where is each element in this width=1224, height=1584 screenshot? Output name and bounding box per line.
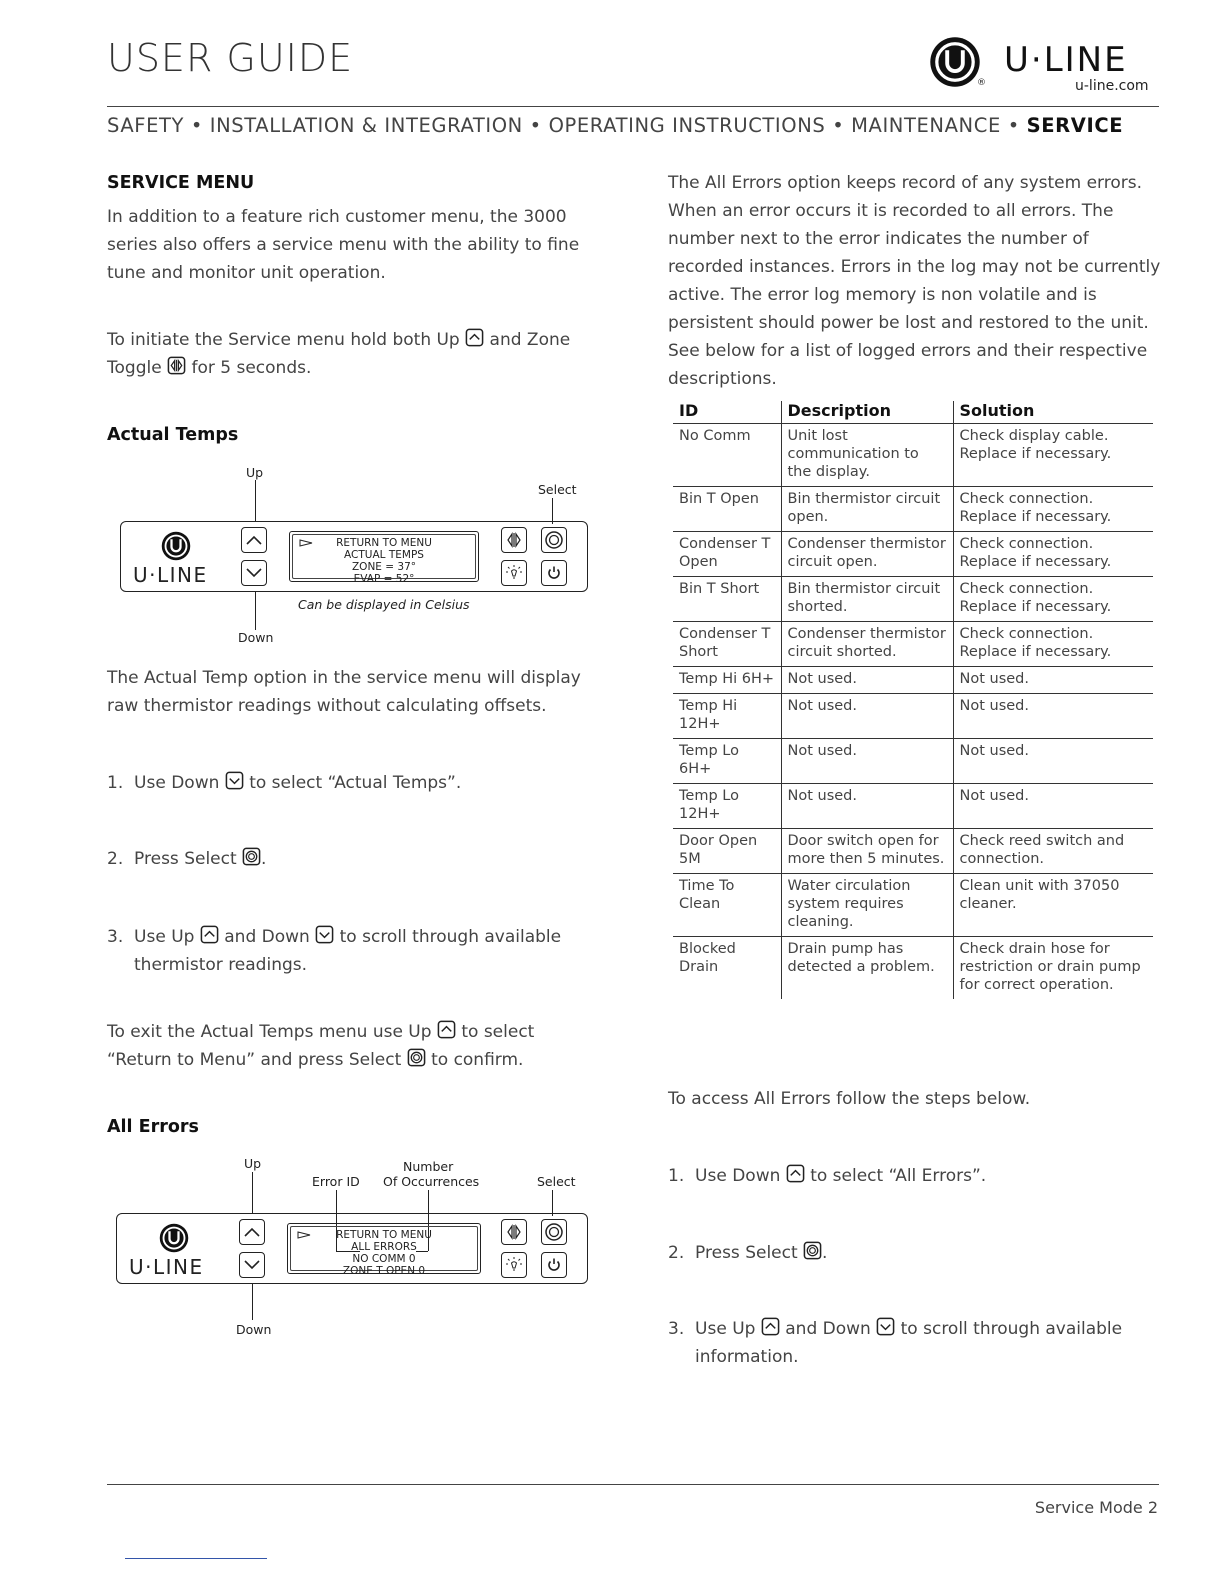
leader-line-up — [255, 480, 256, 522]
left-step-2: 2. Press Select . — [107, 849, 267, 869]
screen-line: EVAP = 52° — [353, 573, 415, 585]
down-button[interactable] — [241, 560, 267, 586]
error-id-cell: Temp Hi 12H+ — [673, 694, 781, 739]
power-button[interactable] — [541, 1252, 567, 1278]
down-button-icon — [786, 1164, 805, 1183]
screen-line: NO COMM 0 — [352, 1253, 416, 1265]
display-screen — [289, 531, 479, 585]
up-button-icon — [437, 1020, 456, 1039]
table-row — [673, 829, 1153, 874]
label-up: Up — [244, 1156, 262, 1171]
light-icon — [504, 563, 524, 583]
control-panel — [120, 521, 588, 592]
label-select: Select — [537, 1174, 576, 1189]
down-button[interactable] — [239, 1252, 265, 1278]
light-icon — [504, 1255, 524, 1275]
error-id-cell: Temp Hi 6H+ — [673, 667, 781, 694]
control-panel-actual-temps — [120, 462, 590, 647]
error-id-cell: Condenser T Short — [673, 622, 781, 667]
nav-operating[interactable]: OPERATING INSTRUCTIONS — [548, 114, 826, 137]
page-number: Service Mode 2 — [1034, 1498, 1158, 1517]
select-button[interactable] — [541, 527, 567, 553]
label-number: Number — [403, 1159, 454, 1174]
leader-line-down — [252, 1284, 253, 1320]
table-row — [673, 874, 1153, 937]
up-button[interactable] — [239, 1219, 265, 1245]
screen-line: ZONE T OPEN 0 — [342, 1265, 426, 1277]
power-icon — [544, 563, 564, 583]
nav-separator: • — [522, 114, 549, 137]
error-description-cell: Not used. — [781, 694, 953, 739]
registered-mark: ® — [977, 78, 986, 88]
right-step-2: 2. Press Select . — [668, 1243, 828, 1263]
actual-temps-heading: Actual Temps — [107, 425, 239, 445]
service-menu-intro: In addition to a feature rich customer menu, the 3000 series also offers a service menu with the ability to fine tune and monitor unit operation. — [107, 207, 580, 283]
down-button-icon — [225, 771, 244, 790]
right-step-1: 1. Use Down to select “All Errors”. — [668, 1166, 987, 1186]
table-row — [673, 667, 1153, 694]
panel-logo-icon — [161, 531, 191, 561]
celsius-caption: Can be displayed in Celsius — [298, 597, 470, 612]
left-step-1: 1. Use Down to select “Actual Temps”. — [107, 773, 462, 793]
table-row — [673, 532, 1153, 577]
down-button-icon — [315, 925, 334, 944]
error-description-cell: Condenser thermistor circuit open. — [781, 532, 953, 577]
leader-line-down — [255, 592, 256, 630]
select-icon — [543, 529, 565, 551]
label-error-id: Error ID — [312, 1174, 360, 1189]
section-breadcrumb — [107, 114, 1162, 137]
error-id-cell: Temp Lo 6H+ — [673, 739, 781, 784]
error-description-cell: Drain pump has detected a problem. — [781, 937, 953, 1000]
error-description-cell: Unit lost communication to the display. — [781, 424, 953, 487]
up-button-icon — [761, 1317, 780, 1336]
select-button[interactable] — [541, 1219, 567, 1245]
zone-toggle-icon — [167, 356, 186, 375]
nav-separator: • — [184, 114, 210, 137]
pointer-icon — [297, 1231, 311, 1239]
select-button-icon — [803, 1241, 822, 1260]
table-row — [673, 694, 1153, 739]
screen-line: ALL ERRORS — [351, 1241, 417, 1253]
panel-brand: U·LINE — [133, 563, 208, 587]
col-header-description: Description — [781, 401, 953, 424]
error-description-cell: Water circulation system requires cleaning. — [781, 874, 953, 937]
brand-wordmark: U·LINE — [1004, 40, 1128, 80]
label-select: Select — [538, 482, 577, 497]
nav-separator: • — [825, 114, 852, 137]
all-errors-heading: All Errors — [107, 1117, 199, 1137]
left-step-3: 3. Use Up and Down to scroll through available thermistor readings. — [107, 927, 562, 975]
table-row — [673, 577, 1153, 622]
chevron-up-icon — [245, 534, 263, 546]
nav-maintenance[interactable]: MAINTENANCE — [851, 114, 1001, 137]
col-header-solution: Solution — [953, 401, 1153, 424]
table-row — [673, 424, 1153, 487]
nav-separator: • — [1000, 114, 1027, 137]
table-row — [673, 739, 1153, 784]
initiate-instructions: To initiate the Service menu hold both Up and Zone Toggle for 5 seconds. — [107, 330, 571, 378]
display-screen — [287, 1223, 481, 1277]
error-solution-cell: Check drain hose for restriction or drain pump for correct operation. — [953, 937, 1153, 1000]
up-button-icon — [465, 328, 484, 347]
header-divider — [107, 106, 1159, 107]
error-id-cell: Door Open 5M — [673, 829, 781, 874]
error-solution-cell: Not used. — [953, 667, 1153, 694]
nav-safety[interactable]: SAFETY — [107, 114, 185, 137]
control-panel — [116, 1213, 588, 1284]
error-solution-cell: Check reed switch and connection. — [953, 829, 1153, 874]
screen-line: RETURN TO MENU — [336, 537, 432, 549]
error-solution-cell: Check display cable. Replace if necessary. — [953, 424, 1153, 487]
service-menu-heading: SERVICE MENU — [107, 173, 255, 193]
error-solution-cell: Check connection. Replace if necessary. — [953, 532, 1153, 577]
brand-logo — [929, 36, 981, 88]
nav-installation[interactable]: INSTALLATION & INTEGRATION — [209, 114, 523, 137]
select-button-icon — [407, 1048, 426, 1067]
error-description-cell: Not used. — [781, 784, 953, 829]
power-icon — [544, 1255, 564, 1275]
label-occurrences: Of Occurrences — [383, 1174, 480, 1189]
error-id-cell: Bin T Open — [673, 487, 781, 532]
zone-toggle-icon — [504, 530, 524, 550]
chevron-down-icon — [245, 567, 263, 579]
footer-link-underline — [125, 1558, 267, 1559]
table-row — [673, 937, 1153, 1000]
chevron-up-icon — [243, 1226, 261, 1238]
error-solution-cell: Not used. — [953, 739, 1153, 784]
down-button-icon — [876, 1317, 895, 1336]
chevron-down-icon — [243, 1259, 261, 1271]
error-id-cell: No Comm — [673, 424, 781, 487]
screen-line: ZONE = 37° — [351, 561, 417, 573]
exit-instructions: To exit the Actual Temps menu use Up to select “Return to Menu” and press Select to confirm. — [107, 1022, 535, 1070]
error-solution-cell: Check connection. Replace if necessary. — [953, 487, 1153, 532]
error-solution-cell: Not used. — [953, 784, 1153, 829]
error-description-cell: Not used. — [781, 667, 953, 694]
error-solution-cell: Clean unit with 37050 cleaner. — [953, 874, 1153, 937]
error-id-cell: Blocked Drain — [673, 937, 781, 1000]
zone-toggle-button[interactable] — [501, 1219, 527, 1245]
label-down: Down — [236, 1322, 272, 1337]
error-solution-cell: Check connection. Replace if necessary. — [953, 622, 1153, 667]
brand-url[interactable]: u-line.com — [1075, 78, 1149, 94]
screen-line: ACTUAL TEMPS — [344, 549, 424, 561]
select-icon — [543, 1221, 565, 1243]
error-description-cell: Bin thermistor circuit shorted. — [781, 577, 953, 622]
error-id-cell: Condenser T Open — [673, 532, 781, 577]
error-id-cell: Time To Clean — [673, 874, 781, 937]
up-button[interactable] — [241, 527, 267, 553]
up-button-icon — [200, 925, 219, 944]
col-header-id: ID — [679, 401, 699, 420]
error-id-cell: Bin T Short — [673, 577, 781, 622]
table-row — [673, 784, 1153, 829]
table-row — [673, 622, 1153, 667]
pointer-icon — [299, 539, 313, 547]
page-title: USER GUIDE — [107, 36, 354, 80]
access-instructions: To access All Errors follow the steps below. — [668, 1089, 1031, 1109]
leader-line-up — [252, 1172, 253, 1214]
error-description-cell: Door switch open for more then 5 minutes. — [781, 829, 953, 874]
error-solution-cell: Check connection. Replace if necessary. — [953, 577, 1153, 622]
zone-toggle-icon — [504, 1222, 524, 1242]
label-down: Down — [238, 630, 274, 645]
error-description-cell: Not used. — [781, 739, 953, 784]
panel-brand: U·LINE — [129, 1255, 204, 1279]
table-row — [673, 487, 1153, 532]
label-up: Up — [246, 465, 264, 480]
select-button-icon — [242, 847, 261, 866]
error-description-cell: Condenser thermistor circuit shorted. — [781, 622, 953, 667]
light-button[interactable] — [501, 560, 527, 586]
power-button[interactable] — [541, 560, 567, 586]
zone-toggle-button[interactable] — [501, 527, 527, 553]
control-panel-all-errors — [116, 1152, 590, 1342]
panel-logo-icon — [159, 1223, 189, 1253]
footer-divider — [107, 1484, 1159, 1485]
error-id-cell: Temp Lo 12H+ — [673, 784, 781, 829]
all-errors-description: The All Errors option keeps record of any system errors. When an error occurs it is recorded to all errors. The number next to the error indicates the number of recorded instances. Errors in the log may not be currently active. The error log memory is non volatile and is persistent should power be lost and restored to the unit. See below for a list of logged errors and their respective descriptions. — [668, 173, 1161, 389]
right-step-3: 3. Use Up and Down to scroll through available information. — [668, 1319, 1123, 1367]
screen-line: RETURN TO MENU — [336, 1229, 432, 1241]
error-description-cell: Bin thermistor circuit open. — [781, 487, 953, 532]
u-line-logo-icon — [929, 36, 981, 88]
error-table — [673, 401, 1153, 999]
actual-temps-description: The Actual Temp option in the service menu will display raw thermistor readings without calculating offsets. — [107, 668, 581, 716]
error-solution-cell: Not used. — [953, 694, 1153, 739]
light-button[interactable] — [501, 1252, 527, 1278]
error-table-body — [673, 424, 1153, 1000]
error-table-container — [673, 401, 1153, 999]
nav-service-active[interactable]: SERVICE — [1026, 114, 1124, 137]
